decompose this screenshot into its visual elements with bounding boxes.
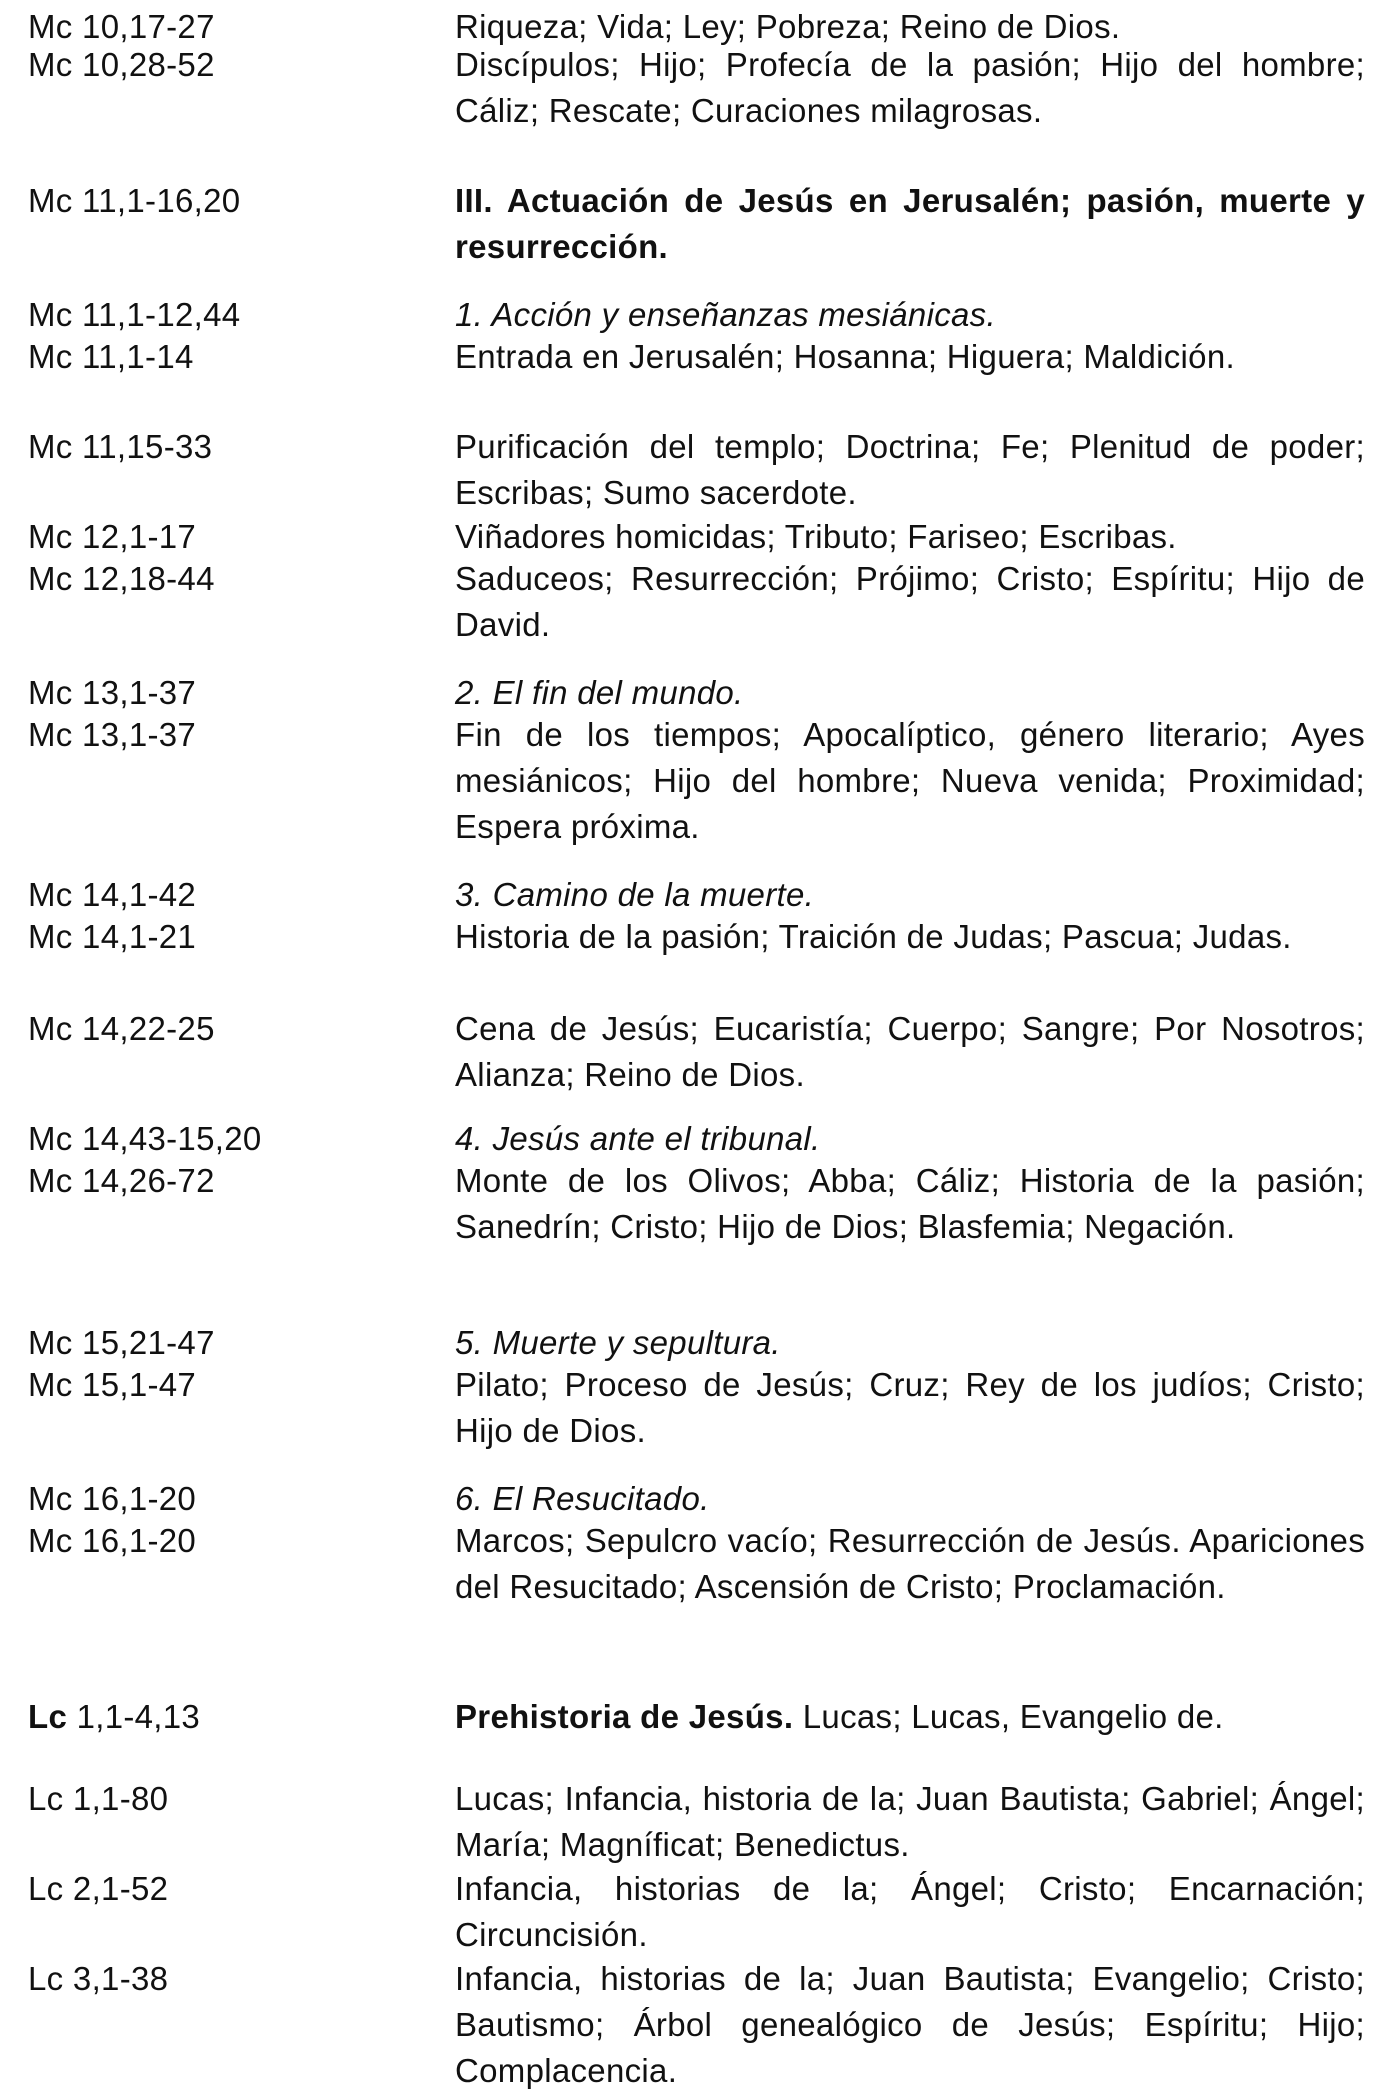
passage-reference: Mc 14,26-72 bbox=[28, 1162, 215, 1199]
topics-text: Cena de Jesús; Eucaristía; Cuerpo; Sangre; Por Nosotros; Alianza; Reino de Dios. bbox=[455, 1010, 1365, 1093]
subsection-heading: 4. Jesús ante el tribunal. bbox=[455, 1120, 821, 1157]
subsection-heading: 2. El fin del mundo. bbox=[455, 674, 744, 711]
subsection-heading: 6. El Resucitado. bbox=[455, 1480, 710, 1517]
subsection-heading: 1. Acción y enseñanzas mesiánicas. bbox=[455, 296, 996, 333]
topics-text: Saduceos; Resurrección; Prójimo; Cristo; Espíritu; Hijo de David. bbox=[455, 560, 1365, 643]
passage-reference: Mc 12,18-44 bbox=[28, 560, 215, 597]
topics-text: Monte de los Olivos; Abba; Cáliz; Historia de la pasión; Sanedrín; Cristo; Hijo de Dios; Blasfemia; Negación. bbox=[455, 1162, 1365, 1245]
passage-reference: Mc 13,1-37 bbox=[28, 716, 197, 753]
passage-reference: Mc 14,1-21 bbox=[28, 918, 197, 955]
topics-text: Pilato; Proceso de Jesús; Cruz; Rey de los judíos; Cristo; Hijo de Dios. bbox=[455, 1366, 1365, 1449]
topics-text: Riqueza; Vida; Ley; Pobreza; Reino de Dios. bbox=[455, 8, 1121, 45]
topics-text: Infancia, historias de la; Ángel; Cristo; Encarnación; Circuncisión. bbox=[455, 1870, 1365, 1953]
passage-reference: Mc 14,43-15,20 bbox=[28, 1120, 262, 1157]
passage-reference: Mc 11,1-16,20 bbox=[28, 182, 241, 219]
topics-text: Viñadores homicidas; Tributo; Fariseo; Escribas. bbox=[455, 518, 1177, 555]
topics-text bbox=[455, 1694, 1365, 1740]
passage-reference: Mc 11,15-33 bbox=[28, 428, 213, 465]
passage-reference: Mc 11,1-12,44 bbox=[28, 296, 241, 333]
section-heading: III. Actuación de Jesús en Jerusalén; pasión, muerte y resurrección. bbox=[455, 182, 1365, 265]
topics-text: Infancia, historias de la; Juan Bautista; Evangelio; Cristo; Bautismo; Árbol genealógico de Jesús; Espíritu; Hijo; Complacencia. bbox=[455, 1960, 1365, 2089]
chapter-range: 1,1-4,13 bbox=[67, 1698, 201, 1735]
subsection-heading: 3. Camino de la muerte. bbox=[455, 876, 815, 913]
passage-reference: Mc 15,1-47 bbox=[28, 1366, 197, 1403]
passage-reference: Mc 16,1-20 bbox=[28, 1480, 197, 1517]
passage-reference: Mc 12,1-17 bbox=[28, 518, 197, 555]
passage-reference: Mc 16,1-20 bbox=[28, 1522, 197, 1559]
topics-tail: Lucas; Lucas, Evangelio de. bbox=[793, 1698, 1224, 1735]
topics-text: Historia de la pasión; Traición de Judas; Pascua; Judas. bbox=[455, 918, 1292, 955]
topics-text: Lucas; Infancia, historia de la; Juan Bautista; Gabriel; Ángel; María; Magníficat; Benedictus. bbox=[455, 1780, 1365, 1863]
passage-reference: Lc 1,1-80 bbox=[28, 1780, 169, 1817]
passage-reference: Lc 3,1-38 bbox=[28, 1960, 169, 1997]
book-abbreviation: Lc bbox=[28, 1698, 68, 1735]
subsection-heading: 5. Muerte y sepultura. bbox=[455, 1324, 781, 1361]
section-heading: Prehistoria de Jesús. bbox=[455, 1698, 794, 1735]
passage-reference bbox=[28, 1694, 200, 1740]
passage-reference: Mc 11,1-14 bbox=[28, 338, 194, 375]
topics-text: Discípulos; Hijo; Profecía de la pasión; Hijo del hombre; Cáliz; Rescate; Curaciones milagrosas. bbox=[455, 46, 1365, 129]
passage-reference: Mc 15,21-47 bbox=[28, 1324, 215, 1361]
passage-reference: Mc 13,1-37 bbox=[28, 674, 197, 711]
passage-reference: Mc 10,28-52 bbox=[28, 46, 215, 83]
passage-reference: Mc 14,1-42 bbox=[28, 876, 197, 913]
topics-text: Fin de los tiempos; Apocalíptico, género literario; Ayes mesiánicos; Hijo del hombre; Nueva venida; Proximidad; Espera próxima. bbox=[455, 716, 1365, 845]
topics-text: Marcos; Sepulcro vacío; Resurrección de Jesús. Apariciones del Resucitado; Ascensión de Cristo; Proclamación. bbox=[455, 1522, 1365, 1605]
topics-text: Purificación del templo; Doctrina; Fe; Plenitud de poder; Escribas; Sumo sacerdote. bbox=[455, 428, 1365, 511]
topics-text: Entrada en Jerusalén; Hosanna; Higuera; Maldición. bbox=[455, 338, 1235, 375]
passage-reference: Lc 2,1-52 bbox=[28, 1870, 169, 1907]
passage-reference: Mc 10,17-27 bbox=[28, 8, 215, 45]
passage-reference: Mc 14,22-25 bbox=[28, 1010, 215, 1047]
